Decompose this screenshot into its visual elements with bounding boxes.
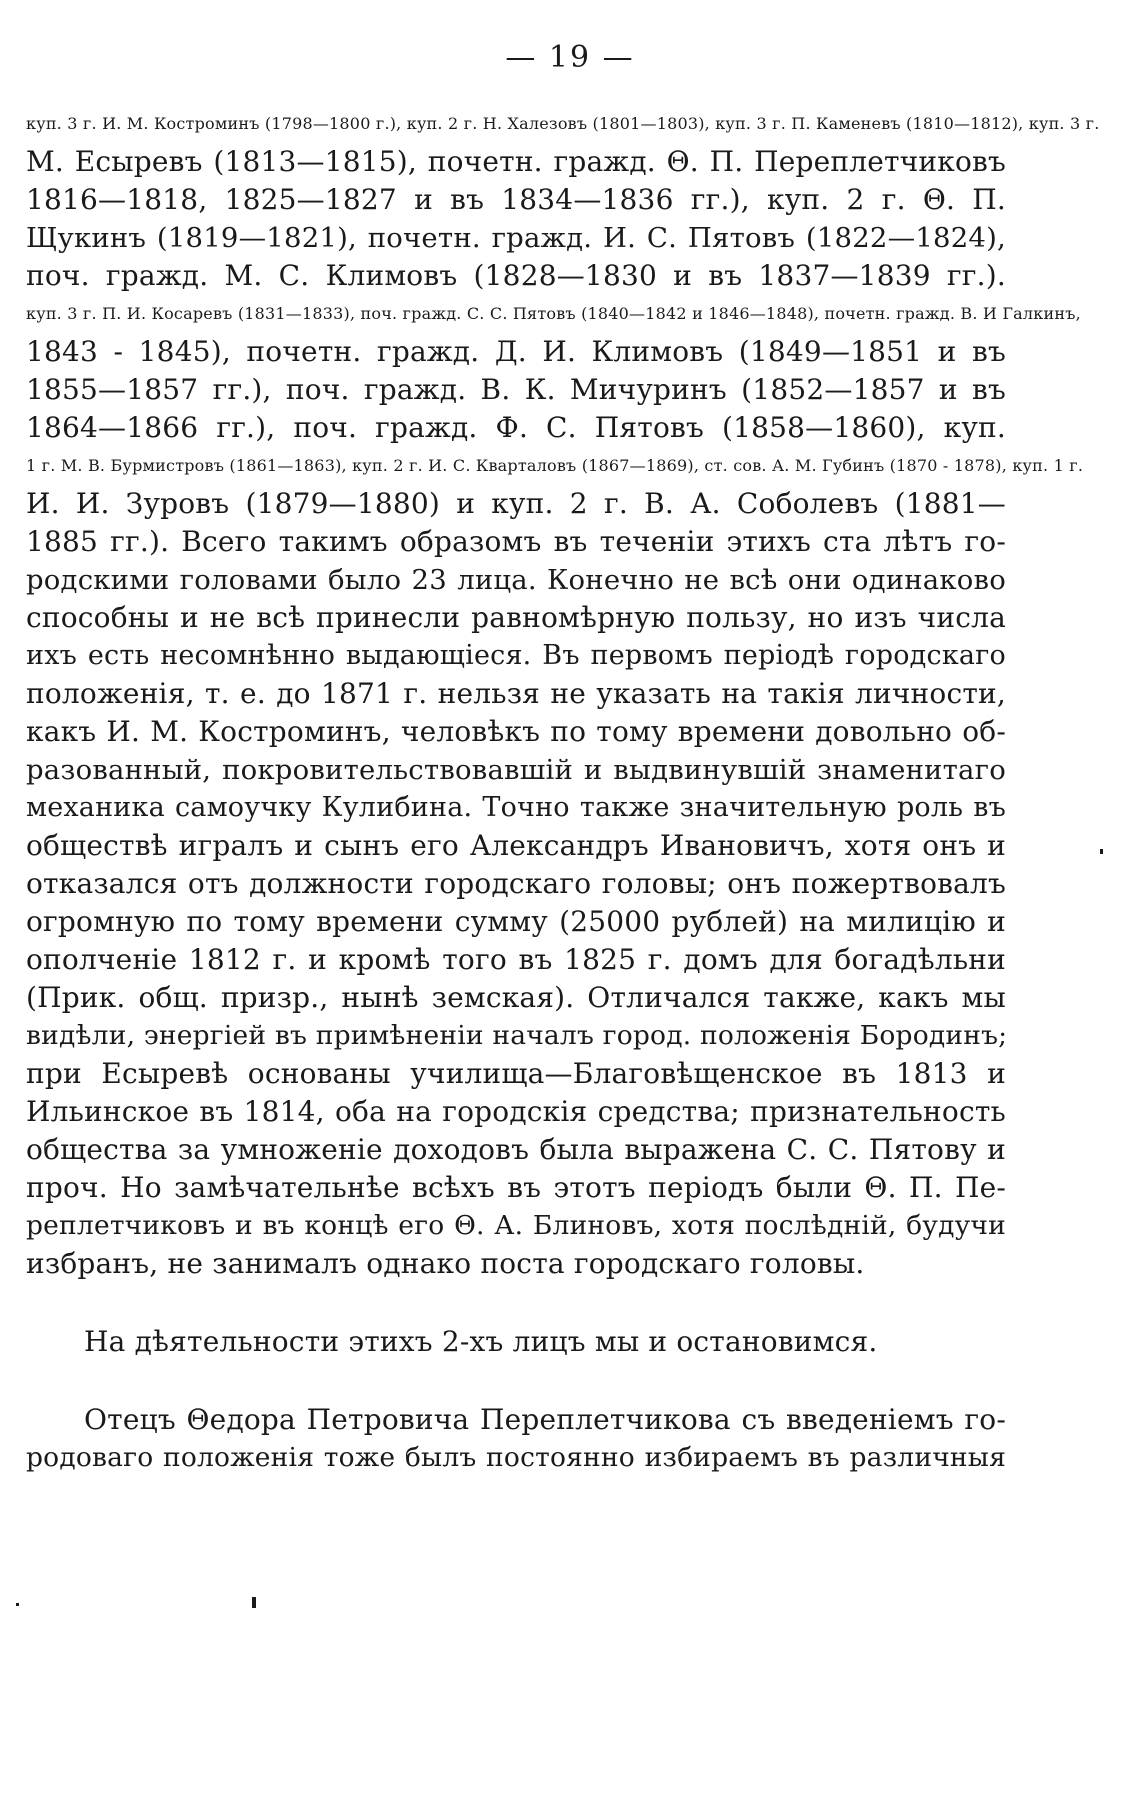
text-line: избранъ, не занималъ однако поста городскаго головы. — [26, 1247, 865, 1280]
text-line: огромную по тому времени сумму (25000 рублей) на милицію и — [26, 905, 1006, 938]
page-number: — 19 — — [505, 40, 635, 75]
text-line: М. Есыревъ (1813—1815), почетн. гражд. Θ. П. Переплетчиковъ — [26, 145, 1006, 178]
text-line: ихъ есть несомнѣнно выдающіеся. Въ первомъ періодѣ городскаго — [26, 640, 1006, 671]
text-line: родскими головами было 23 лица. Конечно не всѣ они одинаково — [26, 564, 1006, 596]
page-text — [26, 105, 1100, 1477]
paragraph-line: родоваго положенія тоже былъ постоянно избираемъ въ различныя — [26, 1442, 1006, 1473]
text-line: Щукинъ (1819—1821), почетн. гражд. И. С. Пятовъ (1822—1824), — [26, 222, 1006, 254]
text-line: 1 г. М. В. Бурмистровъ (1861—1863), куп. 2 г. И. С. Кварталовъ (1867—1869), ст. сов. А. М. Губинъ (1870 - 1878), куп. 1 г. — [26, 456, 1084, 475]
text-line: реплетчиковъ и въ концѣ его Θ. А. Блиновъ, хотя послѣдній, будучи — [26, 1210, 1006, 1241]
text-line: механика самоучку Кулибина. Точно также значительную роль въ — [26, 792, 1006, 823]
text-line: проч. Но замѣчательнѣе всѣхъ въ этотъ періодъ были Θ. П. Пе- — [26, 1171, 1006, 1204]
text-line: 1855—1857 гг.), поч. гражд. В. К. Мичуринъ (1852—1857 и въ — [26, 373, 1006, 406]
text-line: при Есыревѣ основаны училища—Благовѣщенское въ 1813 и — [26, 1057, 1006, 1090]
text-line: 1816—1818, 1825—1827 и въ 1834—1836 гг.), куп. 2 г. Θ. П. — [26, 183, 1006, 216]
paragraph-line: Отецъ Θедора Петровича Переплетчикова съ введеніемъ го- — [84, 1403, 1006, 1436]
text-line: Ильинское въ 1814, оба на городскія средства; признательность — [26, 1095, 1006, 1128]
ink-speck — [16, 1603, 19, 1606]
text-line: общества за умноженіе доходовъ была выражена С. С. Пятову и — [26, 1133, 1006, 1166]
text-line: куп. 3 г. И. М. Костроминъ (1798—1800 г.), куп. 2 г. Н. Халезовъ (1801—1803), куп. 3 г. П. Каменевъ (1810—1812), куп. 3 г. — [26, 114, 1100, 133]
text-line: поч. гражд. М. С. Климовъ (1828—1830 и въ 1837—1839 гг.). — [26, 259, 1006, 292]
text-line: разованный, покровительствовавшій и выдвинувшій знаменитаго — [26, 754, 1006, 786]
text-line: (Прик. общ. призр., нынѣ земская). Отличался также, какъ мы — [26, 981, 1006, 1014]
text-line: какъ И. М. Костроминъ, человѣкъ по тому времени довольно об- — [26, 715, 1006, 748]
text-line: 1864—1866 гг.), поч. гражд. Ф. С. Пятовъ (1858—1860), куп. — [26, 411, 1006, 444]
text-line: куп. 3 г. П. И. Косаревъ (1831—1833), поч. гражд. С. С. Пятовъ (1840—1842 и 1846—1848), почетн. гражд. В. И Галкинъ, — [26, 304, 1081, 323]
text-line: 1885 гг.). Всего такимъ образомъ въ теченіи этихъ ста лѣтъ го- — [26, 525, 1006, 558]
text-line: 1843 - 1845), почетн. гражд. Д. И. Климовъ (1849—1851 и въ — [26, 335, 1006, 368]
text-line: положенія, т. е. до 1871 г. нельзя не указать на такія личности, — [26, 677, 1006, 710]
text-line: обществѣ игралъ и сынъ его Александръ Ивановичъ, хотя онъ и — [26, 829, 1006, 862]
text-line: отказался отъ должности городскаго головы; онъ пожертвовалъ — [26, 867, 1006, 900]
paragraph-line: На дѣятельности этихъ 2-хъ лицъ мы и остановимся. — [84, 1325, 878, 1358]
text-line: ополченіе 1812 г. и кромѣ того въ 1825 г. домъ для богадѣльни — [26, 943, 1006, 976]
text-line: способны и не всѣ принесли равномѣрную пользу, но изъ числа — [26, 601, 1006, 634]
ink-speck — [1100, 849, 1103, 854]
text-line: видѣли, энергіей въ примѣненіи началъ город. положенія Бородинъ; — [26, 1020, 1008, 1051]
text-line: И. И. Зуровъ (1879—1880) и куп. 2 г. В. А. Соболевъ (1881— — [26, 487, 1006, 520]
ink-speck — [252, 1597, 256, 1608]
